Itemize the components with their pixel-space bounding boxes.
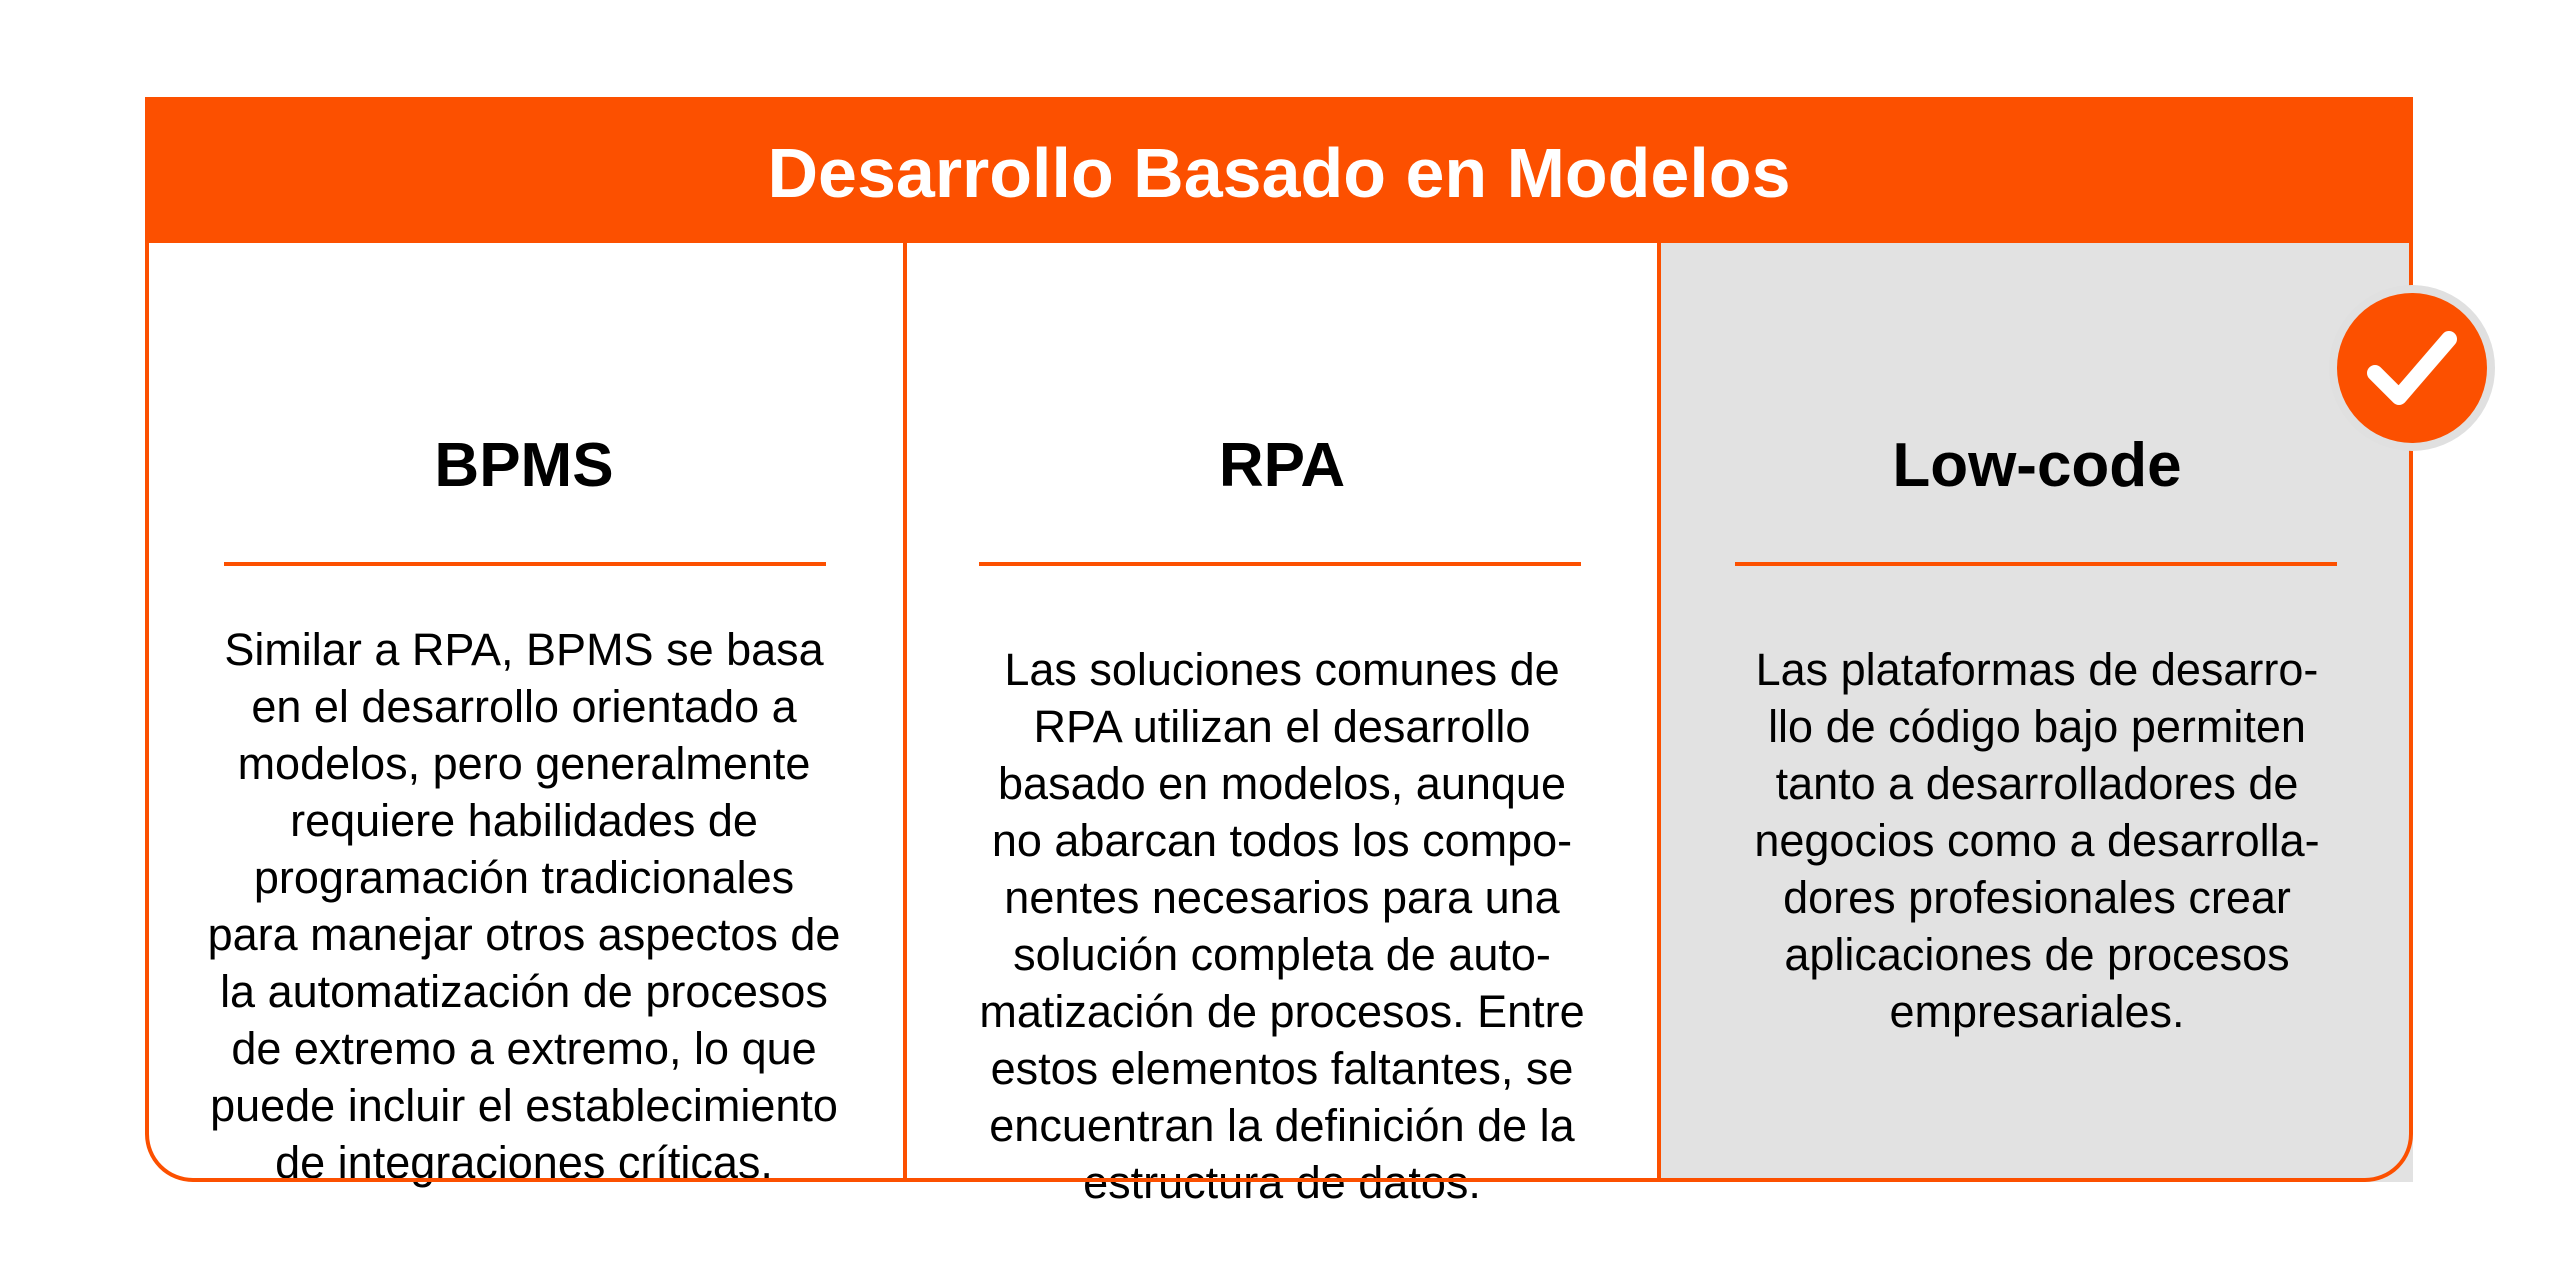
text-line: requiere habilidades de xyxy=(290,795,758,846)
column-description xyxy=(1661,641,2413,1040)
badge-circle xyxy=(2337,293,2487,443)
text-line: solución completa de auto- xyxy=(1013,929,1551,980)
text-line: empresariales. xyxy=(1889,986,2185,1037)
column-low-code xyxy=(1657,243,2413,1182)
column-heading: RPA xyxy=(1218,431,1346,500)
text-line: dores profesionales crear xyxy=(1783,872,2291,923)
text-line: RPA utilizan el desarrollo xyxy=(1033,701,1531,752)
text-line: programación tradicionales xyxy=(253,852,795,903)
text-line: no abarcan todos los compo- xyxy=(991,815,1573,866)
column-bpms xyxy=(145,243,903,1188)
text-line: puede incluir el establecimiento xyxy=(210,1080,838,1131)
checkmark-icon xyxy=(2337,293,2487,443)
text-line: estos elementos faltantes, se xyxy=(990,1043,1574,1094)
heading-divider xyxy=(979,562,1581,566)
column-description xyxy=(145,621,903,1191)
text-line: Las soluciones comunes de xyxy=(1004,644,1560,695)
card-title: Desarrollo Basado en Modelos xyxy=(767,134,1791,212)
text-line: modelos, pero generalmente xyxy=(237,738,811,789)
text-line: estructura de datos. xyxy=(1083,1157,1481,1208)
heading-divider xyxy=(224,562,826,566)
text-line: de integraciones críticas. xyxy=(275,1137,773,1188)
column-description xyxy=(907,641,1657,1211)
text-line: aplicaciones de procesos xyxy=(1784,929,2290,980)
text-line: en el desarrollo orientado a xyxy=(251,681,797,732)
text-line: tanto a desarrolladores de xyxy=(1775,758,2299,809)
column-heading: Low-code xyxy=(1892,431,2182,500)
text-line: Similar a RPA, BPMS se basa xyxy=(224,624,824,675)
text-line: llo de código bajo permiten xyxy=(1768,701,2306,752)
text-line: basado en modelos, aunque xyxy=(998,758,1566,809)
text-line: Las plataformas de desarro- xyxy=(1755,644,2319,695)
text-line: para manejar otros aspectos de xyxy=(207,909,841,960)
text-line: encuentran la definición de la xyxy=(989,1100,1575,1151)
comparison-card xyxy=(145,97,2413,1208)
column-heading: BPMS xyxy=(434,431,614,500)
text-line: negocios como a desarrolla- xyxy=(1754,815,2320,866)
column-rpa xyxy=(903,243,1657,1208)
text-line: matización de procesos. Entre xyxy=(979,986,1585,1037)
selected-badge xyxy=(2329,285,2495,451)
text-line: de extremo a extremo, lo que xyxy=(231,1023,817,1074)
text-line: la automatización de procesos xyxy=(220,966,828,1017)
card-header xyxy=(145,97,2413,243)
heading-divider xyxy=(1735,562,2337,566)
text-line: nentes necesarios para una xyxy=(1004,872,1560,923)
